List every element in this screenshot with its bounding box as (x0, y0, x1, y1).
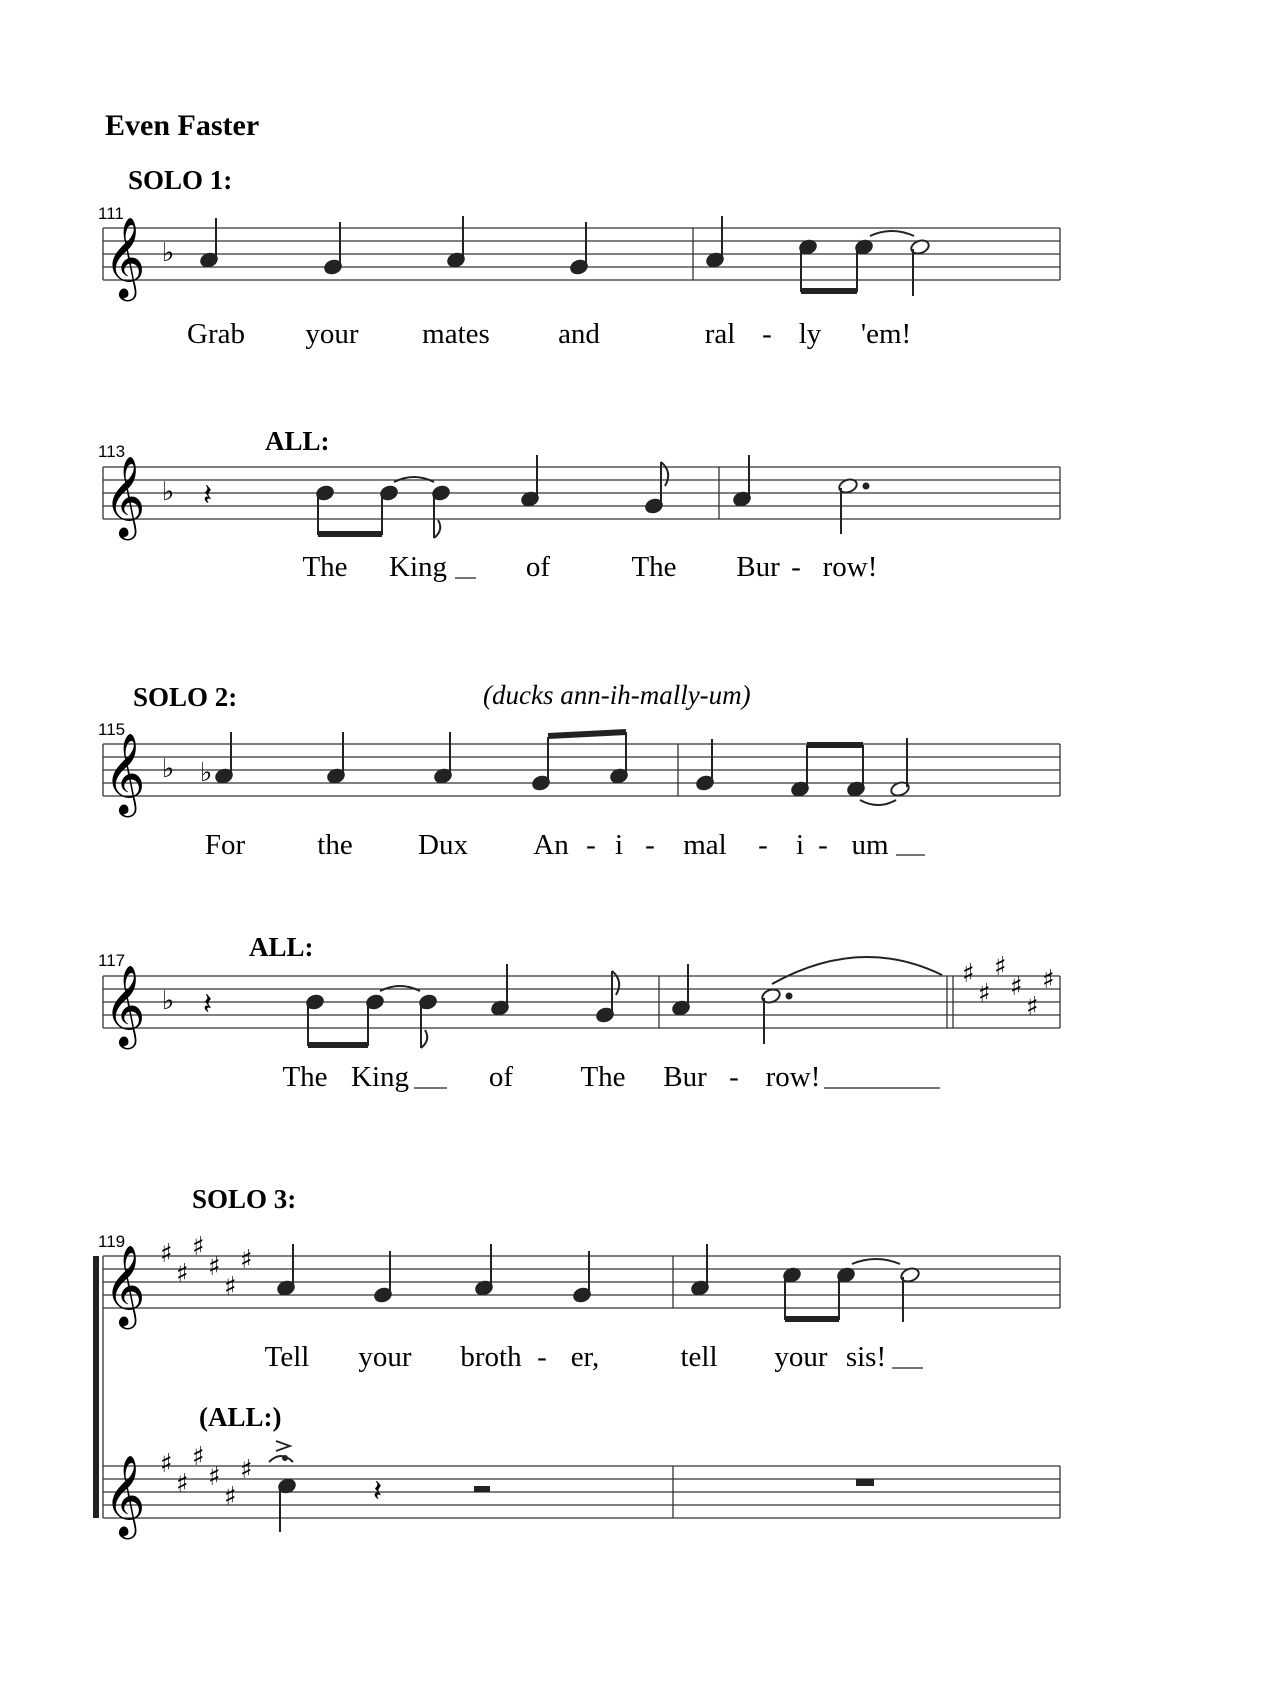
svg-text:The: The (302, 551, 348, 583)
flat-icon: ♭ (162, 238, 175, 268)
svg-text:your: your (358, 1341, 412, 1373)
svg-text:your: your (774, 1341, 828, 1373)
svg-text:♯: ♯ (962, 959, 975, 989)
svg-text:Grab: Grab (187, 318, 245, 350)
svg-text:-: - (818, 829, 828, 861)
pronunciation-note: (ducks ann-ih-mally-um) (483, 680, 751, 710)
svg-text:'em!: 'em! (860, 318, 912, 350)
notes (214, 732, 910, 805)
treble-clef-icon: 𝄞 (104, 216, 146, 298)
svg-text:-: - (586, 829, 596, 861)
treble-clef-icon: 𝄞 (104, 732, 146, 814)
svg-text:-: - (758, 829, 768, 861)
svg-text:♯: ♯ (208, 1462, 221, 1492)
svg-text:An: An (533, 829, 569, 861)
treble-clef-icon: 𝄞 (104, 1244, 146, 1326)
svg-text:♯: ♯ (208, 1252, 221, 1282)
svg-text:er,: er, (570, 1341, 600, 1373)
svg-text:broth: broth (460, 1341, 522, 1373)
tempo-marking: Even Faster (105, 109, 260, 142)
svg-text:King: King (389, 551, 447, 583)
svg-text:The: The (631, 551, 677, 583)
key-signature-sharps (160, 1232, 253, 1302)
lyrics (302, 551, 877, 583)
svg-text:♯: ♯ (224, 1272, 237, 1302)
svg-text:-: - (791, 551, 801, 583)
staff-lines (103, 976, 1060, 1028)
lyrics (282, 1061, 940, 1093)
part-label-solo-1: SOLO 1: (128, 165, 233, 195)
svg-text:♯: ♯ (240, 1455, 253, 1485)
part-label-all-parenthetical: (ALL:) (199, 1402, 282, 1432)
part-label-all: ALL: (249, 932, 314, 962)
staff-lines (103, 744, 1060, 796)
svg-text:♯: ♯ (176, 1469, 189, 1499)
svg-text:Bur: Bur (736, 551, 780, 583)
svg-text:and: and (558, 318, 600, 350)
system-119 (93, 1184, 1060, 1539)
system-117 (98, 932, 1060, 1093)
svg-text:row!: row! (822, 551, 878, 583)
svg-text:♯: ♯ (224, 1482, 237, 1512)
svg-text:Dux: Dux (418, 829, 468, 861)
treble-clef-icon: 𝄞 (104, 964, 146, 1046)
bar-number-113: 113 (98, 442, 126, 461)
quarter-rest-icon: 𝄽 (203, 987, 213, 1022)
svg-text:♯: ♯ (1042, 965, 1055, 995)
key-signature-sharps (160, 1442, 253, 1512)
svg-text:♯: ♯ (1010, 972, 1023, 1002)
svg-text:♯: ♯ (978, 979, 991, 1009)
svg-text:mal: mal (683, 829, 727, 861)
system-115 (98, 680, 1060, 861)
svg-text:sis!: sis! (845, 1341, 887, 1373)
svg-text:-: - (645, 829, 655, 861)
bar-number-117: 117 (98, 951, 126, 970)
svg-text:The: The (282, 1061, 328, 1093)
bar-number-119: 119 (98, 1232, 126, 1251)
svg-text:ral: ral (704, 318, 736, 350)
svg-text:♯: ♯ (192, 1232, 205, 1262)
quarter-rest-icon: 𝄽 (203, 478, 213, 513)
system-111 (98, 165, 1060, 350)
svg-text:King: King (351, 1061, 409, 1093)
lyrics (205, 829, 925, 861)
svg-text:♯: ♯ (1026, 992, 1039, 1022)
svg-text:the: the (317, 829, 353, 861)
flat-icon: ♭ (162, 754, 175, 784)
svg-text:♯: ♯ (160, 1239, 173, 1269)
bar-number-111: 111 (98, 204, 124, 223)
svg-text:For: For (204, 829, 246, 861)
lyrics (187, 318, 911, 350)
flat-accidental-icon: ♭ (200, 758, 213, 788)
staff-lines (103, 467, 1060, 519)
svg-text:tell: tell (680, 1341, 718, 1373)
svg-text:ly: ly (798, 318, 822, 350)
part-label-all: ALL: (265, 426, 330, 456)
svg-text:♯: ♯ (240, 1245, 253, 1275)
flat-icon: ♭ (162, 986, 175, 1016)
treble-clef-icon: 𝄞 (104, 455, 146, 537)
treble-clef-icon: 𝄞 (104, 1454, 146, 1536)
svg-text:-: - (537, 1341, 547, 1373)
svg-text:♯: ♯ (192, 1442, 205, 1472)
svg-text:of: of (525, 551, 551, 583)
svg-text:row!: row! (765, 1061, 821, 1093)
svg-text:your: your (305, 318, 359, 350)
quarter-rest-icon: 𝄽 (373, 1474, 383, 1509)
svg-text:Bur: Bur (663, 1061, 707, 1093)
svg-text:♯: ♯ (994, 952, 1007, 982)
key-signature-sharps (962, 952, 1055, 1022)
svg-text:um: um (851, 829, 889, 861)
system-113 (98, 426, 1060, 583)
flat-icon: ♭ (162, 477, 175, 507)
part-label-solo-2: SOLO 2: (133, 682, 238, 712)
bar-number-115: 115 (98, 720, 126, 739)
svg-text:-: - (762, 318, 772, 350)
system-bracket (93, 1256, 99, 1518)
svg-text:Tell: Tell (264, 1341, 310, 1373)
svg-text:mates: mates (422, 318, 490, 350)
svg-text:The: The (580, 1061, 626, 1093)
svg-text:of: of (488, 1061, 514, 1093)
part-label-solo-3: SOLO 3: (192, 1184, 297, 1214)
lyrics (265, 1341, 923, 1373)
svg-text:-: - (729, 1061, 739, 1093)
svg-text:i: i (795, 829, 805, 861)
svg-text:♯: ♯ (176, 1259, 189, 1289)
svg-text:i: i (614, 829, 624, 861)
svg-text:♯: ♯ (160, 1449, 173, 1479)
